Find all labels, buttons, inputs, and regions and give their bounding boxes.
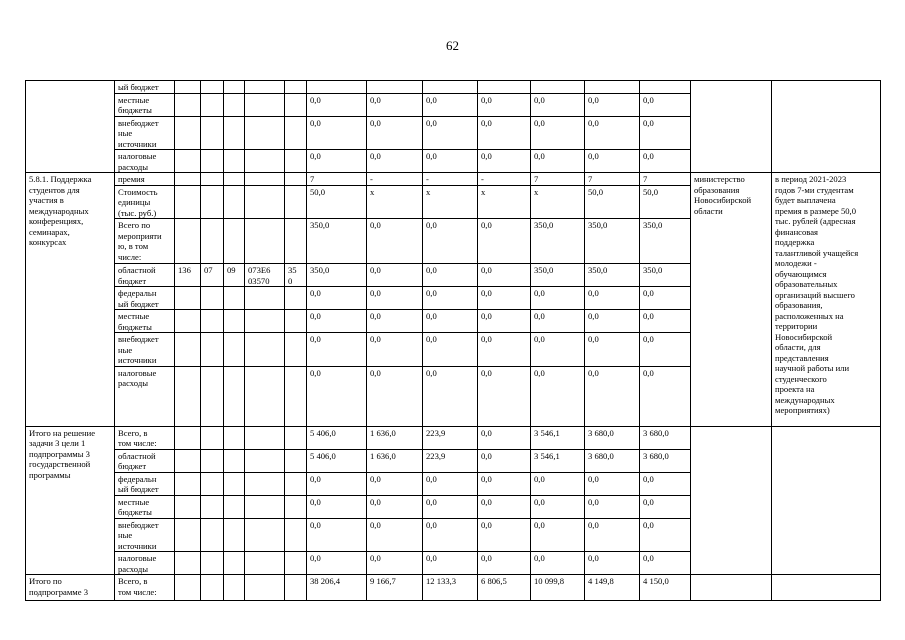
row-label: Всего, в том числе: [115,575,175,601]
value-cell: 1 636,0 [367,449,423,472]
value-cell: 0,0 [531,150,585,173]
value-cell: 0,0 [307,116,367,150]
value-cell: 0,0 [423,366,478,426]
value-cell: 0,0 [423,310,478,333]
value-cell: 7 [585,173,640,186]
value-cell: 0,0 [640,310,691,333]
item-name-cell: 5.8.1. Поддержка студентов для участия в международных конференциях, семинарах, конкурсах [26,173,115,427]
value-cell: 0,0 [478,264,531,287]
value-cell: 350,0 [531,219,585,264]
value-cell: 9 166,7 [367,575,423,601]
value-cell: х [367,185,423,219]
value-cell: х [423,185,478,219]
note-cell: в период 2021-2023 годов 7-ми студентам будет выплачена премия в размере 50,0 тыс. рублей (адресная финансовая поддержка талантливой учащейся молодежи - обучающимся образовательных организаций высшего образования, расположенных на территории Новосибирской области, для представления научной работы или студенческого проекта на международных мероприятиях) [772,173,881,427]
value-cell: 6 806,5 [478,575,531,601]
note-cell [772,426,881,575]
value-cell: 0,0 [585,333,640,367]
row-label: налоговые расходы [115,366,175,426]
row-label: федеральн ый бюджет [115,472,175,495]
value-cell: 0,0 [478,219,531,264]
value-cell: 0,0 [307,150,367,173]
value-cell: 4 150,0 [640,575,691,601]
value-cell: 0,0 [585,472,640,495]
value-cell: 0,0 [367,518,423,552]
value-cell: 0,0 [478,472,531,495]
value-cell: 0,0 [367,310,423,333]
value-cell: 0,0 [307,333,367,367]
value-cell: 4 149,8 [585,575,640,601]
value-cell: 0,0 [478,449,531,472]
value-cell: 3 680,0 [585,449,640,472]
value-cell: 7 [307,173,367,186]
value-cell: 0,0 [478,93,531,116]
value-cell: 0,0 [307,93,367,116]
value-cell: 0,0 [531,495,585,518]
row-label: Всего по мероприяти ю, в том числе: [115,219,175,264]
value-cell: 0,0 [531,333,585,367]
value-cell: 0,0 [585,366,640,426]
value-cell: 0,0 [478,333,531,367]
table-row [26,426,881,449]
value-cell: 0,0 [307,495,367,518]
value-cell: - [423,173,478,186]
row-label: местные бюджеты [115,495,175,518]
value-cell: 0,0 [640,552,691,575]
value-cell: 0,0 [307,310,367,333]
value-cell: 0,0 [423,287,478,310]
value-cell: - [478,173,531,186]
vr-code: 35 0 [285,264,307,287]
note-cell [772,575,881,601]
value-cell: 7 [531,173,585,186]
value-cell: 50,0 [585,185,640,219]
row-label: Стоимость единицы (тыс. руб.) [115,185,175,219]
value-cell: 0,0 [640,366,691,426]
value-cell: 0,0 [367,366,423,426]
value-cell: 0,0 [423,93,478,116]
value-cell: 0,0 [423,518,478,552]
item-name-cell: Итого на решение задачи 3 цели 1 подпрограммы 3 государственной программы [26,426,115,575]
row-label: ый бюджет [115,81,175,94]
value-cell: 0,0 [423,264,478,287]
grbs-code: 136 [175,264,201,287]
row-label: внебюджет ные источники [115,116,175,150]
page-number: 62 [446,38,459,53]
value-cell: 0,0 [423,552,478,575]
value-cell: 0,0 [585,116,640,150]
value-cell: 50,0 [640,185,691,219]
value-cell: 3 546,1 [531,449,585,472]
value-cell: 350,0 [640,264,691,287]
value-cell: 0,0 [367,93,423,116]
item-name-cell [26,81,115,173]
responsible-cell: министерство образования Новосибирской области [691,173,772,427]
row-label: внебюджет ные источники [115,333,175,367]
csr-code: 073Е6 03570 [245,264,285,287]
value-cell: 0,0 [531,287,585,310]
value-cell: 0,0 [531,366,585,426]
value-cell: 0,0 [531,116,585,150]
value-cell: 0,0 [367,150,423,173]
value-cell: 0,0 [640,287,691,310]
value-cell: 350,0 [585,219,640,264]
row-label: местные бюджеты [115,93,175,116]
rz-code: 07 [201,264,224,287]
value-cell: 0,0 [307,518,367,552]
value-cell: 0,0 [585,150,640,173]
value-cell: 5 406,0 [307,449,367,472]
value-cell: 12 133,3 [423,575,478,601]
row-label: федеральн ый бюджет [115,287,175,310]
value-cell: 0,0 [478,366,531,426]
value-cell: 0,0 [367,264,423,287]
table-row [26,173,881,186]
value-cell: 0,0 [478,116,531,150]
responsible-cell [691,81,772,173]
value-cell: 38 206,4 [307,575,367,601]
value-cell: 3 546,1 [531,426,585,449]
value-cell: 0,0 [640,116,691,150]
value-cell: 0,0 [585,552,640,575]
value-cell: 0,0 [531,472,585,495]
table-row [26,81,881,94]
value-cell: 0,0 [531,310,585,333]
value-cell: 0,0 [367,552,423,575]
row-label: Всего, в том числе: [115,426,175,449]
responsible-cell [691,426,772,575]
value-cell: 0,0 [423,150,478,173]
value-cell: 0,0 [367,472,423,495]
row-label: внебюджет ные источники [115,518,175,552]
value-cell: 350,0 [307,264,367,287]
pr-code: 09 [224,264,245,287]
value-cell: 0,0 [640,150,691,173]
value-cell: 0,0 [367,495,423,518]
value-cell: 50,0 [307,185,367,219]
note-cell [772,81,881,173]
value-cell: 0,0 [367,219,423,264]
value-cell: 0,0 [478,287,531,310]
budget-table [25,80,881,601]
row-label: премия [115,173,175,186]
value-cell: 350,0 [307,219,367,264]
value-cell: 0,0 [423,219,478,264]
row-label: местные бюджеты [115,310,175,333]
value-cell: 0,0 [531,518,585,552]
value-cell: 0,0 [307,287,367,310]
value-cell: 0,0 [478,150,531,173]
value-cell: 0,0 [478,310,531,333]
value-cell: 0,0 [478,518,531,552]
value-cell: 0,0 [423,472,478,495]
value-cell: 350,0 [531,264,585,287]
value-cell: 0,0 [640,495,691,518]
value-cell: 0,0 [640,518,691,552]
row-label: налоговые расходы [115,150,175,173]
value-cell: 10 099,8 [531,575,585,601]
value-cell: 0,0 [307,366,367,426]
value-cell: х [531,185,585,219]
value-cell: 0,0 [585,310,640,333]
value-cell: 0,0 [367,333,423,367]
row-label: областной бюджет [115,264,175,287]
value-cell: 0,0 [478,426,531,449]
value-cell: 223,9 [423,426,478,449]
value-cell: 0,0 [367,116,423,150]
value-cell: 0,0 [423,495,478,518]
value-cell: 350,0 [640,219,691,264]
value-cell: 0,0 [640,93,691,116]
value-cell: 0,0 [585,518,640,552]
value-cell: 0,0 [640,333,691,367]
value-cell: 0,0 [478,552,531,575]
value-cell: 3 680,0 [585,426,640,449]
value-cell: 0,0 [478,495,531,518]
value-cell: 0,0 [640,472,691,495]
value-cell: 0,0 [531,552,585,575]
table-row [26,575,881,601]
value-cell: 0,0 [423,116,478,150]
value-cell: 0,0 [585,287,640,310]
value-cell: 7 [640,173,691,186]
value-cell: 0,0 [585,495,640,518]
value-cell: х [478,185,531,219]
row-label: налоговые расходы [115,552,175,575]
responsible-cell [691,575,772,601]
value-cell: 0,0 [367,287,423,310]
value-cell: 223,9 [423,449,478,472]
value-cell: - [367,173,423,186]
value-cell: 0,0 [307,552,367,575]
value-cell: 0,0 [531,93,585,116]
value-cell: 1 636,0 [367,426,423,449]
value-cell: 0,0 [423,333,478,367]
value-cell: 350,0 [585,264,640,287]
value-cell: 3 680,0 [640,449,691,472]
value-cell: 0,0 [307,472,367,495]
row-label: областной бюджет [115,449,175,472]
item-name-cell: Итого по подпрограмме 3 [26,575,115,601]
value-cell: 0,0 [585,93,640,116]
value-cell: 3 680,0 [640,426,691,449]
value-cell: 5 406,0 [307,426,367,449]
